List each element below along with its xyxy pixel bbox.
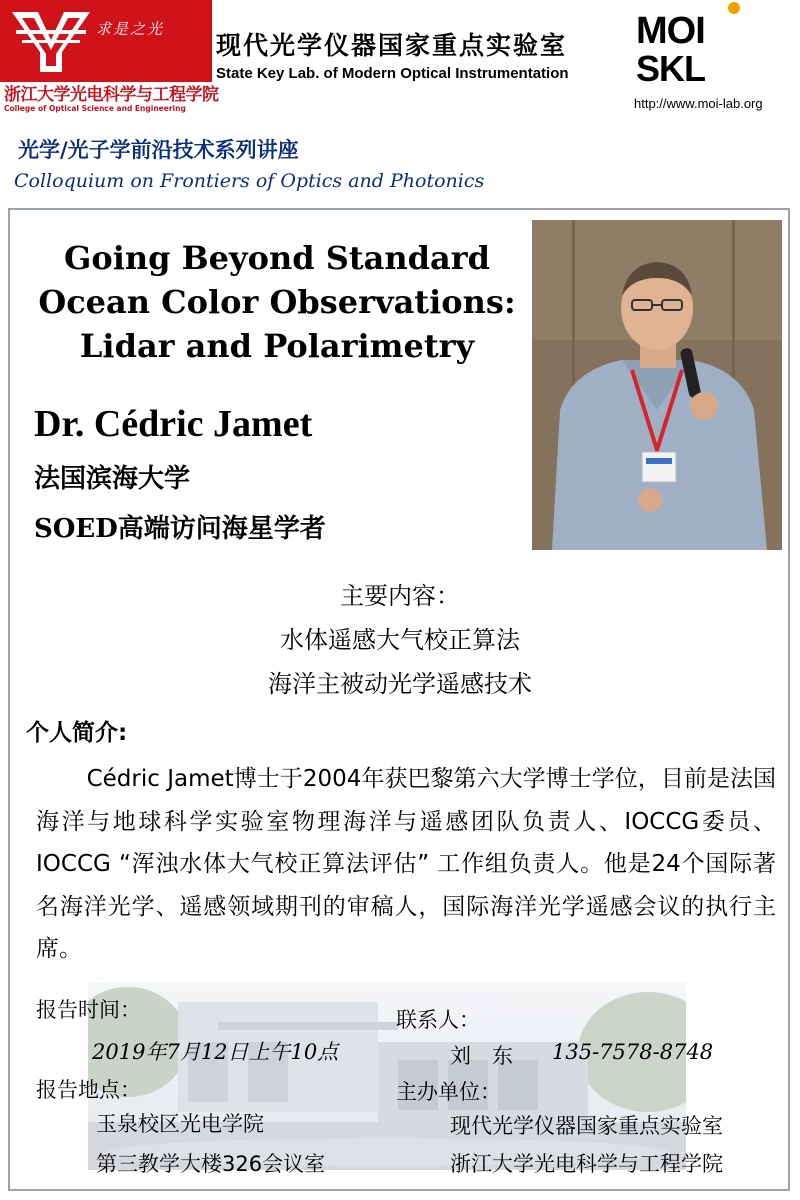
talk-title xyxy=(22,236,532,368)
time-label: 报告时间： xyxy=(36,998,141,1022)
content-item: 水体遥感大气校正算法 xyxy=(280,626,520,654)
speaker-portrait-icon xyxy=(532,220,782,550)
college-motto: 求是之光 xyxy=(96,20,165,38)
college-emblem-icon xyxy=(8,6,94,76)
time-value: 2019年7月12日上午10点 xyxy=(92,1040,339,1064)
host-line-2: 浙江大学光电科学与工程学院 xyxy=(450,1152,723,1176)
place-line-1: 玉泉校区光电学院 xyxy=(96,1112,264,1136)
lab-logo xyxy=(630,0,800,118)
place-label: 报告地点： xyxy=(36,1078,141,1102)
lab-name-en: State Key Lab. of Modern Optical Instrumentation xyxy=(216,65,569,82)
talk-title-line: Going Beyond Standard xyxy=(64,239,490,277)
content-item: 海洋主被动光学遥感技术 xyxy=(268,670,532,698)
contact-phone: 135-7578-8748 xyxy=(552,1040,714,1064)
host-line-1: 现代光学仪器国家重点实验室 xyxy=(450,1114,723,1138)
lab-url: http://www.moi-lab.org xyxy=(634,96,763,111)
speaker-photo xyxy=(532,220,782,550)
college-name-en: College of Optical Science and Engineering xyxy=(4,104,186,113)
speaker-affiliation: 法国滨海大学 xyxy=(34,464,191,494)
building-photo xyxy=(88,982,686,1170)
speaker-role: SOED高端访问海星学者 xyxy=(34,514,326,544)
contact-label: 联系人： xyxy=(396,1008,480,1032)
lab-logo-moi: MOI xyxy=(636,10,705,52)
lab-logo-skl: SKL xyxy=(636,48,705,89)
college-name-cn: 浙江大学光电科学与工程学院 xyxy=(4,85,219,105)
lab-name-cn: 现代光学仪器国家重点实验室 xyxy=(216,31,568,60)
content-heading: 主要内容： xyxy=(340,582,460,610)
college-logo xyxy=(0,0,219,118)
logo-dot-icon xyxy=(728,2,740,14)
talk-title-line: Ocean Color Observations: xyxy=(38,283,516,321)
bio-heading: 个人简介: xyxy=(26,720,128,746)
series-title-cn: 光学/光子学前沿技术系列讲座 xyxy=(18,138,299,162)
talk-title-line: Lidar and Polarimetry xyxy=(79,327,475,365)
contact-name: 刘 东 xyxy=(450,1044,513,1068)
place-line-2: 第三教学大楼326会议室 xyxy=(96,1152,326,1176)
main-content xyxy=(0,574,800,706)
series-title-en: Colloquium on Frontiers of Optics and Photonics xyxy=(14,170,485,192)
host-label: 主办单位： xyxy=(396,1080,501,1104)
bio-text: Cédric Jamet博士于2004年获巴黎第六大学博士学位，目前是法国海洋与地球科学实验室物理海洋与遥感团队负责人、IOCCG委员、IOCCG “浑浊水体大气校正算法评估” 工作组负责人。他是24个国际著名海洋光学、遥感领域期刊的审稿人，国际海洋光学遥感会议的执行主席。 xyxy=(36,766,776,962)
building-image-icon xyxy=(88,982,686,1170)
speaker-name: Dr. Cédric Jamet xyxy=(34,403,313,445)
